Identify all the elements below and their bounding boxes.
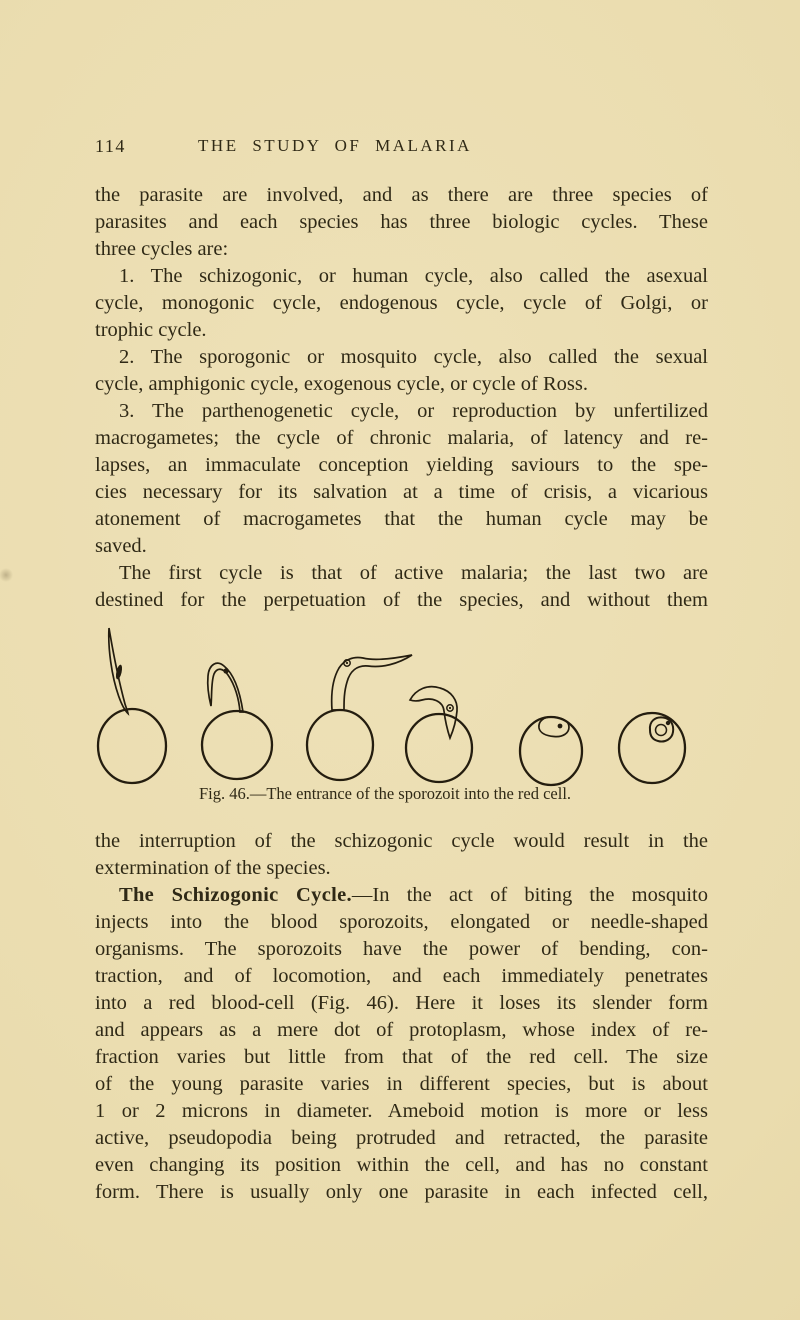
text-line: active, pseudopodia being protruded and retracted, the parasite <box>95 1127 708 1149</box>
body-text-upper <box>95 182 708 614</box>
parasite-dot-icon <box>539 717 569 737</box>
text-line <box>95 882 708 909</box>
text-run: —In the act of biting the mosquito <box>351 884 708 906</box>
text-line: extermination of the species. <box>95 857 331 879</box>
text-line: trophic cycle. <box>95 319 207 341</box>
text-line: injects into the blood sporozoits, elongated or needle-shaped <box>95 911 708 933</box>
text-line: parasites and each species has three biologic cycles. These <box>95 211 708 233</box>
red-cell-stage-4 <box>406 687 472 782</box>
red-cell-stage-5 <box>520 717 582 785</box>
text-line: cies necessary for its salvation at a time of crisis, a vicarious <box>95 481 708 503</box>
text-line: the parasite are involved, and as there are three species of <box>95 184 708 206</box>
sporozoite-nucleus <box>223 668 228 673</box>
text-line: saved. <box>95 535 147 557</box>
text-line: atonement of macrogametes that the human cycle may be <box>95 508 708 530</box>
text-line: even changing its position within the cell, and has no constant <box>95 1154 708 1176</box>
text-line: organisms. The sporozoits have the power of bending, con- <box>95 938 708 960</box>
body-text-lower <box>95 828 708 1206</box>
text-line: macrogametes; the cycle of chronic malaria, of latency and re- <box>95 427 708 449</box>
text-line: destined for the perpetuation of the species, and without them <box>95 589 708 611</box>
red-cell-stage-2 <box>202 663 272 779</box>
text-line: of the young parasite varies in different species, but is about <box>95 1073 708 1095</box>
text-line: 2. The sporogonic or mosquito cycle, also called the sexual <box>119 346 708 368</box>
sporozoite-penetrating-icon <box>410 687 457 738</box>
parasite-nucleus <box>666 721 670 725</box>
text-line: traction, and of locomotion, and each immediately penetrates <box>95 965 708 987</box>
page-number: 114 <box>95 136 126 156</box>
text-line: cycle, amphigonic cycle, exogenous cycle, or cycle of Ross. <box>95 373 588 395</box>
text-line: cycle, monogonic cycle, endogenous cycle, cycle of Golgi, or <box>95 292 708 314</box>
text-line: form. There is usually only one parasite in each infected cell, <box>95 1181 708 1203</box>
section-heading: The Schizogonic Cycle. <box>119 884 352 906</box>
running-title: THE STUDY OF MALARIA <box>198 136 472 155</box>
red-cell-stage-1 <box>98 628 166 783</box>
text-line: lapses, an immaculate conception yielding saviours to the spe- <box>95 454 708 476</box>
figure-caption: Fig. 46.—The entrance of the sporozoit into the red cell. <box>198 784 572 803</box>
text-line: The first cycle is that of active malaria; the last two are <box>119 562 708 584</box>
text-line: the interruption of the schizogonic cycle would result in the <box>95 830 708 852</box>
text-line: 1. The schizogonic, or human cycle, also called the asexual <box>119 265 708 287</box>
text-line: three cycles are: <box>95 238 229 260</box>
parasite-nucleus <box>558 724 563 729</box>
text-line: fraction varies but little from that of the red cell. The size <box>95 1046 708 1068</box>
text-line: into a red blood-cell (Fig. 46). Here it loses its slender form <box>95 992 708 1014</box>
red-cell-stage-6 <box>619 713 685 783</box>
text-line: 3. The parthenogenetic cycle, or reproduction by unfertilized <box>119 400 708 422</box>
ring-form-icon <box>650 717 673 741</box>
red-cell-stage-3 <box>307 655 412 780</box>
text-line: 1 or 2 microns in diameter. Ameboid motion is more or less <box>95 1100 708 1122</box>
text-line: and appears as a mere dot of protoplasm, whose index of re- <box>95 1019 708 1041</box>
